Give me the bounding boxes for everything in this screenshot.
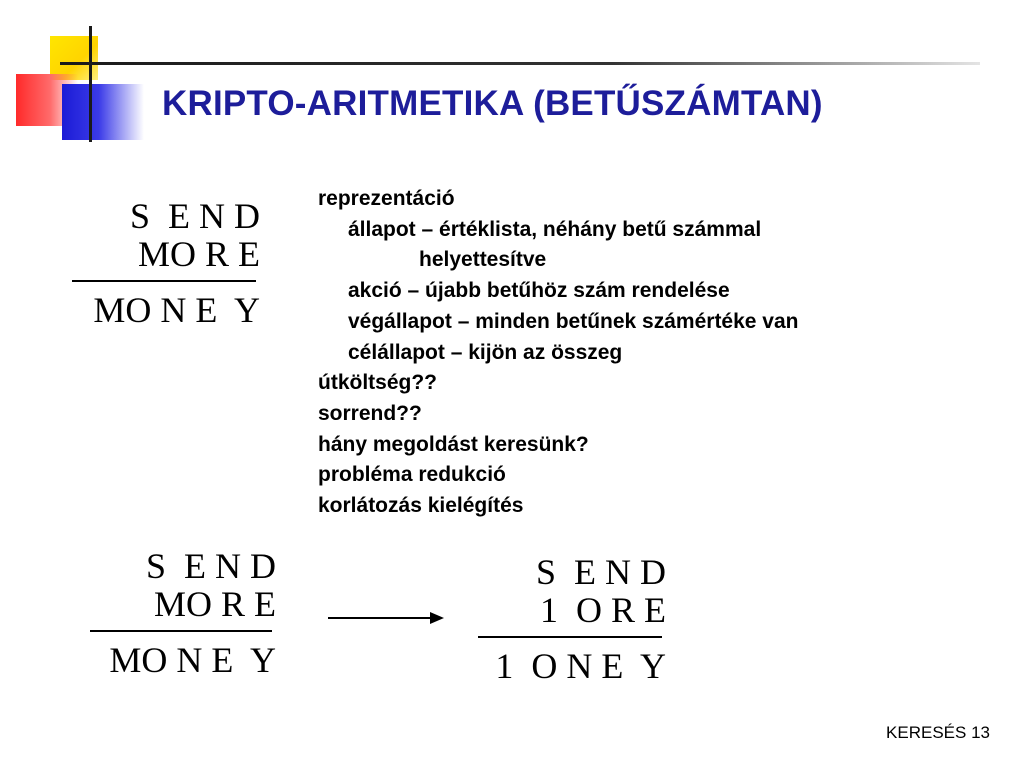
- puzzle-right-addend1: S E N D: [535, 552, 666, 592]
- puzzle-right-sum: 1 O N E Y: [495, 646, 666, 686]
- puzzle-left-sum: MO N E Y: [109, 640, 276, 680]
- puzzle-bottom-right: [476, 554, 666, 684]
- bullet-item: korlátozás kielégítés: [318, 494, 524, 518]
- puzzle-top-addend2: MO R E: [137, 234, 260, 274]
- bullet-item: sorrend??: [318, 401, 422, 425]
- puzzle-left-addend2: MO R E: [153, 584, 276, 624]
- header-divider-line: [60, 62, 980, 65]
- puzzle-top: [70, 198, 260, 328]
- slide-footer: KERESÉS 13: [886, 723, 990, 742]
- bullet-item: állapot – értéklista, néhány betű számmal: [348, 217, 762, 241]
- logo-blue-square: [62, 84, 144, 140]
- right-arrow-icon: [328, 608, 446, 628]
- bullet-item: akció – újabb betűhöz szám rendelése: [348, 279, 730, 303]
- puzzle-left-sum-rule: [90, 630, 272, 632]
- bullet-item: helyettesítve: [419, 248, 547, 272]
- puzzle-right-sum-rule: [478, 636, 662, 638]
- bullet-list: [318, 184, 799, 522]
- slide-title: KRIPTO-ARITMETIKA (BETŰSZÁMTAN): [162, 84, 823, 123]
- bullet-item: célállapot – kijön az összeg: [348, 340, 623, 364]
- bullet-item: útköltség??: [318, 371, 437, 395]
- puzzle-top-sum: MO N E Y: [93, 290, 260, 330]
- puzzle-top-addend1: S E N D: [129, 196, 260, 236]
- puzzle-left-addend1: S E N D: [145, 546, 276, 586]
- logo-vertical-line: [89, 26, 92, 142]
- bullet-item: végállapot – minden betűnek számértéke van: [348, 309, 799, 333]
- puzzle-right-addend2: 1 O R E: [540, 590, 666, 630]
- bullet-item: reprezentáció: [318, 187, 455, 210]
- bullet-item: hány megoldást keresünk?: [318, 432, 589, 456]
- puzzle-bottom-left: [88, 548, 276, 678]
- puzzle-top-sum-rule: [72, 280, 256, 282]
- bullet-item: probléma redukció: [318, 463, 506, 487]
